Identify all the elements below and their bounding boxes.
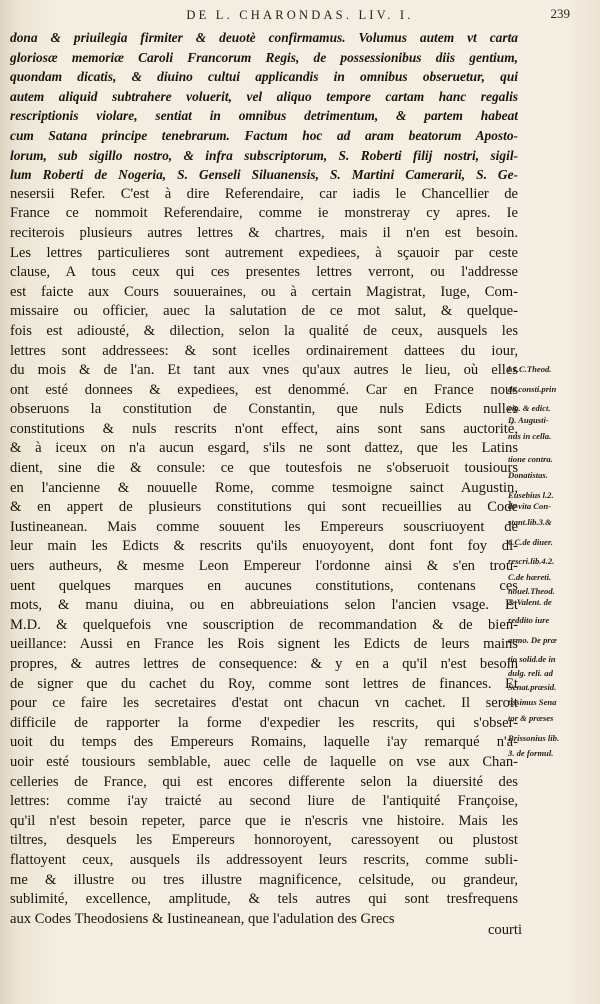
text-line: uoit du temps des Empereurs Romains, laquelle i'ay remarqué n'a- [10,734,518,751]
page-number: 239 [550,6,570,21]
margin-note: tione contra. [508,454,553,465]
text-line: qu'il n'est besoin repeter, parce que ie n'escris vne histoire. Mais les [10,812,518,829]
text-line: missaire ou officier, auec la salutation de ce mot salut, & quelque- [10,303,518,320]
margin-note: tor & præses [508,713,554,724]
margin-note: tio solid.de in [508,654,556,665]
text-line: nesersii Refer. C'est à dire Referendaire, car iadis le Chancellier de [10,185,518,202]
margin-note: de vita Con- [508,501,551,512]
text-line: propres, & autres lettres de consequence: & y en a qu'il n'est besoin [10,656,518,672]
margin-note: 3. de formul. [508,748,554,759]
text-line: constitutions & nuls rescrits n'ont effect, ains sont sans auctorité, [10,420,518,437]
margin-note: D. Augusti- [508,415,549,426]
text-line: aux Codes Theodosiens & Iustineanean, que l'adulation des Grecs [10,910,395,927]
text-line: lettres: comme i'ay traicté au second liure de l'antiquité Françoise, [10,793,518,810]
catchword: courti [487,922,522,938]
margin-note: cip. & edict. [508,403,551,414]
margin-note: nouel.Theod. [508,585,555,596]
text-line: quondam dicatis, & diuino cultui applicandis in omnibus obseruetur, qui [10,69,518,85]
margin-note: Donatistas. [508,470,548,481]
text-line: leur main les Edicts & rescrits qu'ils enuoyoyent, dont font foy di- [10,538,518,555]
running-head: DE L. CHARONDAS. LIV. I. [186,8,414,22]
text-line: uent quelques marques en aucunes constitutions, contenans ces [10,577,518,594]
text-line: celleries de France, qui est encores differente selon la diuersité des [10,773,518,790]
text-line: clause, A tous ceux qui ces presentes lettres verront, ou l'addresse [10,264,518,281]
text-line: lum Roberti de Nogeria, S. Genseli Siluanensis, S. Martini Camerarii, S. Ge- [10,167,518,183]
margin-note: Senat.præsid. [508,681,557,692]
text-line: rescriptionis violare, sentiat in omnibus detrimentum, & partem habeat [10,108,518,124]
text-line: lettres sont addressees: & sont icelles ordinairement dattees du iour, [10,342,518,359]
text-line: lorum, sub sigillo nostro, & infra subscriptorum, S. Roberti filij nostri, sigil- [10,147,518,163]
text-line: ont esté donnees & expediees, est denommé. Car en France nous [10,381,518,398]
margin-note: 6.C.de diuer. [508,536,553,547]
margin-note: reddito iure [508,615,550,626]
text-line: dient, sine die & consule: ce que toutesfois ne s'obseruoit tousiours [10,460,518,477]
margin-note: l.1.C.Theod. [508,364,552,375]
margin-note: dulg. reli. ad [508,668,553,678]
margin-note: de consti.prin [508,383,557,394]
text-line: de signer que du cachet du Roy, comme sont lettres de finances. Et [10,675,518,692]
text-line: en l'ancienne & nouuelle Rome, comme tesmoigne sainct Augustin, [10,479,518,496]
margin-note: Brissonius lib. [508,732,560,743]
text-line: uoir esté tousiours semblable, auec celle de laquelle on vse aux Chan- [10,753,518,770]
text-line: difficile de rapporter la forme d'expedier les rescrits, qui s'obser- [10,714,518,731]
margin-note: nus in cella. [508,430,552,441]
text-line: reciterois plusieurs autres lettres & chartres, mais il n'en est besoin. [10,224,518,241]
margin-note: C.de hæreti. [508,571,552,582]
text-line: est faicte aux Cours souueraines, ou à certain Magistrat, Iuge, Com- [10,283,518,300]
margin-note: Eusebius l.2. [508,489,554,500]
margin-note: armo. De præ [508,634,557,645]
text-line: gloriosæ memoriæ Caroli Francorum Regis, de possessionibus diis gentium, [10,49,518,65]
text-line: pour ce faire les secretaires d'estat ont chacun vn cachet. Il seroit [10,695,518,712]
body-text [10,28,518,929]
margin-note: & Valent. de [508,597,552,608]
text-line: sublimité, excellence, amplitude, & tels autres qui sont tresfrequens [10,891,518,908]
text-line: du mois & de l'an. Et tant aux vnes qu'aux autres le lieu, où elles [10,362,518,379]
text-line: obseruons la constitution de Constantin, que nuls Edicts nulles [10,401,518,418]
text-line: me & illustre ou tres illustre magnificence, celsitude, ou grandeur, [10,871,518,888]
text-line: France ce nommoit Referendaire, comme ie monstreray cy apres. Ie [10,205,518,222]
text-line: tiltres, desquels les Empereurs honnoroyent, caressoyent ou plustost [10,832,518,849]
margin-note: stant.lib.3.& [508,517,552,528]
margin-note: tissimus Sena [508,697,557,708]
text-line: flattoyent ceux, ausquels ils addressoyent leurs rescrits, comme subli- [10,851,518,868]
text-line: M.D. & quelquefois vne souscription de recommandation & de bien- [10,616,518,633]
text-line: mots, & manu diuina, ou en abbreuiations selon l'ancien vsage. Et [10,597,518,614]
text-line: & à iceux on n'a aucun esgard, s'ils ne sont dattez, que les Latins [10,440,518,457]
text-line: autem aliquid subtrahere voluerit, vel aliquo tempore cartam hanc regalis [10,88,518,104]
text-line: ueillance: Aussi en France les Rois signent les Edicts de leurs mains [10,636,518,653]
text-line: Les lettres particulieres sont autrement expediees, à sçauoir par ceste [10,244,518,261]
text-line: & en appert de plusieurs constitutions qui sont recueillies au Code [10,499,518,516]
text-line: dona & priuilegia firmiter & deuotè confirmamus. Volumus autem vt carta [10,30,518,45]
text-line: Iustineanean. Mais comme souuent les Empereurs souscriuoyent de [10,518,518,535]
text-line: cum Satana principe tenebrarum. Factum hoc ad aram beatorum Aposto- [10,127,518,143]
text-line: uers autheurs, & mesme Leon Empereur l'ordonne ainsi & s'en trou- [10,558,518,575]
text-line: fois est adiousté, & dilection, selon la qualité de ceux, ausquels les [10,322,518,339]
margin-note: rescri.lib.4.2. [508,556,555,567]
